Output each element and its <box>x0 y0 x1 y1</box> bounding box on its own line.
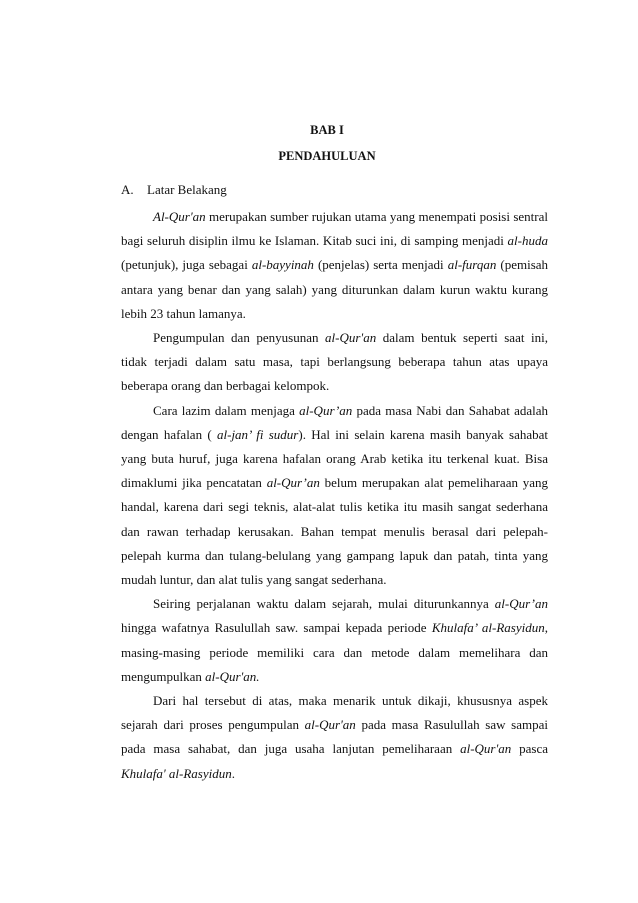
text-run: ). Hal ini selain karena masih banyak sahabat yang buta huruf, juga karena hafalan orang Arab ketika itu terkenal kuat. Bisa dimaklumi jika pencatatan <box>121 426 549 491</box>
text-run: , masing-masing periode memiliki cara dan metode dalam memelihara dan mengumpulkan <box>121 620 548 684</box>
italic-term: al-Qur'an <box>325 330 377 346</box>
paragraph <box>121 592 548 689</box>
italic-term: al-Qur'an <box>460 741 512 757</box>
italic-term: al-Qur'an. <box>205 668 260 684</box>
text-run: (penjelas) serta menjadi <box>313 257 448 273</box>
chapter-title: PENDAHULUAN <box>278 149 376 163</box>
text-run: pada masa Nabi dan Sahabat adalah dengan hafalan ( <box>121 402 548 442</box>
text-run: pasca <box>511 741 549 757</box>
chapter-number: BAB I <box>310 123 344 137</box>
paragraph <box>121 326 548 399</box>
paragraph <box>121 399 548 593</box>
italic-term: al-jan’ fi sudur <box>217 426 299 442</box>
text-run: (petunjuk), juga sebagai <box>121 257 252 273</box>
text-run: belum merupakan alat pemeliharaan yang handal, karena dari segi teknis, alat-alat tulis ketika itu masih sangat sederhana dan rawan terhadap kerusakan. Bahan tempat menulis berasal dari pelepah-pelepah kurma dan tulang-belulang yang gampang lapuk dan patah, tinta yang mudah luntur, dan alat tulis yang sangat sederhana. <box>121 475 548 588</box>
text-run: Cara lazim dalam menjaga <box>153 402 300 418</box>
text-run: merupakan sumber rujukan utama yang menempati posisi sentral bagi seluruh disiplin ilmu ke Islaman. Kitab suci ini, di samping menjadi <box>121 209 548 249</box>
text-run: . <box>231 765 235 781</box>
text-run: Seiring perjalanan waktu dalam sejarah, mulai diturunkannya <box>153 596 495 612</box>
italic-term: Khulafa’ al-Rasyidun <box>431 620 545 636</box>
text-run: hingga wafatnya Rasulullah saw. sampai kepada periode <box>121 620 432 636</box>
paragraph <box>121 205 548 326</box>
section-number: A. <box>121 182 134 197</box>
italic-term: al-Qur'an <box>304 717 356 733</box>
italic-term: Al-Qur'an <box>153 209 206 224</box>
section-heading <box>121 182 227 198</box>
italic-term: al-huda <box>507 233 548 249</box>
italic-term: Khulafa' al-Rasyidun <box>121 765 232 781</box>
body-text <box>121 205 548 786</box>
italic-term: al-Qur’an <box>494 596 548 612</box>
italic-term: al-furqan <box>447 257 497 273</box>
text-run: Pengumpulan dan penyusunan <box>153 330 326 346</box>
text-run: (pemisah antara yang benar dan yang salah) yang diturunkan dalam kurun waktu kurang lebih 23 tahun lamanya. <box>121 257 549 321</box>
section-title: Latar Belakang <box>147 182 227 197</box>
italic-term: al-Qur’an <box>266 475 320 491</box>
italic-term: al-bayyinah <box>251 257 314 273</box>
paragraph <box>121 689 548 786</box>
text-run: pada masa Rasulullah saw sampai pada masa sahabat, dan juga usaha lanjutan pemeliharaan <box>121 717 548 757</box>
italic-term: al-Qur’an <box>299 402 353 418</box>
text-run: Dari hal tersebut di atas, maka menarik untuk dikaji, khususnya aspek sejarah dari proses pengumpulan <box>121 693 548 733</box>
text-run: dalam bentuk seperti saat ini, tidak terjadi dalam satu masa, tapi berlangsung beberapa tahun atas upaya beberapa orang dan berbagai kelompok. <box>121 330 548 394</box>
